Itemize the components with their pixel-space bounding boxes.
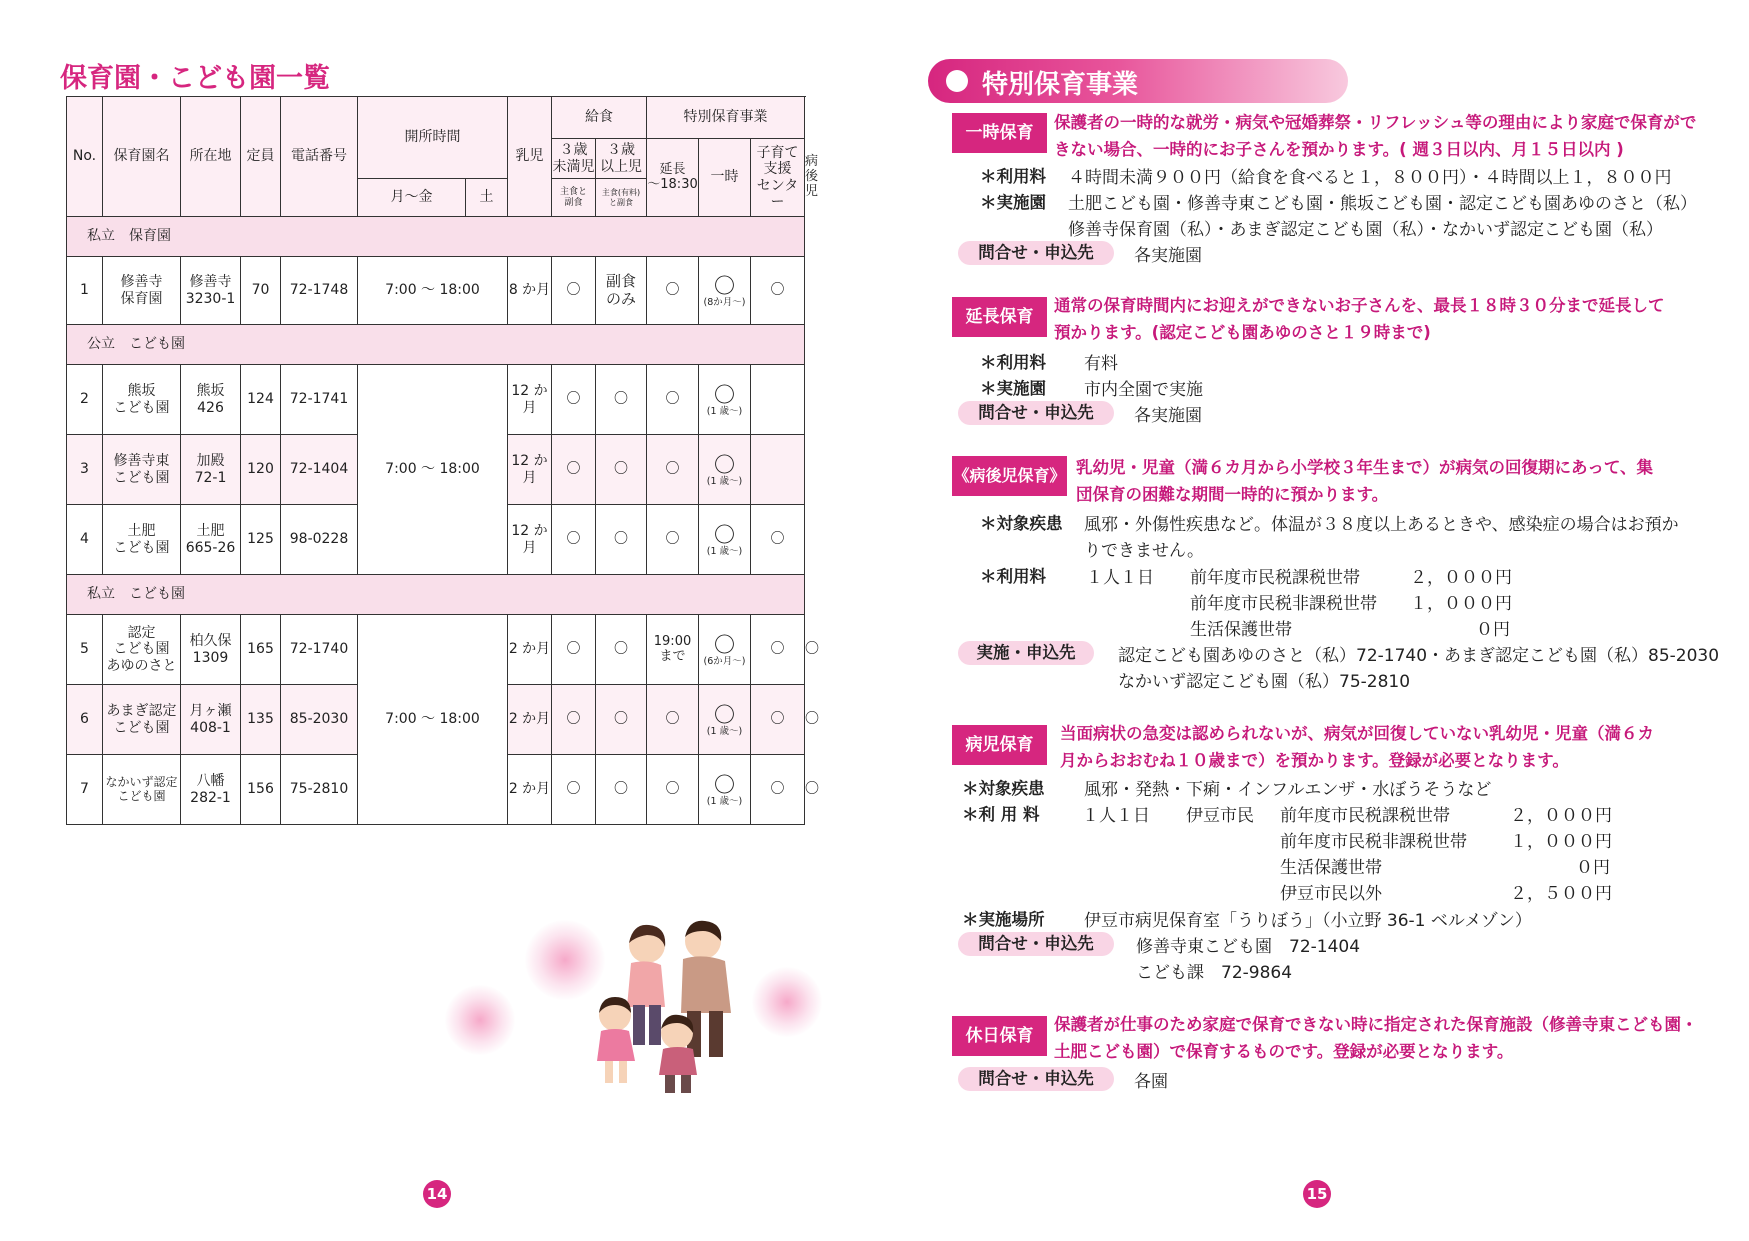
sick-contact-1: 修善寺東こども園 72-1404 — [1136, 937, 1361, 957]
temporary-contact: 各実施園 — [1134, 246, 1202, 266]
recovery-target-2: りできません。 — [1084, 541, 1205, 561]
row-phone: 72-1740 — [281, 615, 358, 685]
row-location: 月ヶ瀬 408-1 — [181, 685, 241, 755]
temp-age-note: (1 歳～) — [706, 475, 743, 487]
extended-site: 市内全園で実施 — [1084, 380, 1203, 400]
row-meal-over3: 〇 — [596, 755, 647, 825]
row-temporary — [699, 365, 751, 435]
col-capacity: 定員 — [241, 97, 281, 217]
row-name: 認定 こども園 あゆのさと — [103, 615, 181, 685]
row-hours: 7:00 ～ 18:00 — [358, 615, 508, 825]
sick-fee-city: 伊豆市民 — [1186, 806, 1254, 826]
temporary-fee: ４時間未満９００円（給食を食べると１，８００円）・４時間以上１，８００円 — [1068, 168, 1672, 188]
row-infant: 8 か月 — [508, 257, 552, 325]
row-support: 〇 — [751, 755, 805, 825]
recovery-fee-category: 前年度市民税非課税世帯 — [1190, 594, 1377, 614]
row-support: 〇 — [751, 257, 805, 325]
row-capacity: 135 — [241, 685, 281, 755]
decorative-glow — [445, 985, 515, 1055]
row-meal-over3: 〇 — [596, 435, 647, 505]
row-meal-over3: 〇 — [596, 685, 647, 755]
sick-fee-category: 前年度市民税非課税世帯 — [1280, 832, 1467, 852]
row-support: 〇 — [751, 505, 805, 575]
row-capacity: 165 — [241, 615, 281, 685]
circle-mark: 〇 — [714, 382, 735, 407]
col-hours: 開所時間 — [358, 97, 508, 179]
col-special: 特別保育事業 — [647, 97, 805, 139]
row-phone: 85-2030 — [281, 685, 358, 755]
recovery-target-1: 風邪・外傷性疾患など。体温が３８度以上あるときや、感染症の場合はお預か — [1084, 515, 1679, 535]
row-support: 〇 — [751, 615, 805, 685]
row-support: 〇 — [751, 685, 805, 755]
page-number-left: 14 — [423, 1180, 451, 1208]
temporary-fee-label: ＊利用料 — [980, 167, 1046, 186]
recovery-contact-label: 実施・申込先 — [958, 641, 1094, 665]
col-support-center: 子育て 支援 センター — [751, 139, 805, 217]
recovery-fee-label: ＊利用料 — [980, 567, 1046, 586]
col-infant: 乳児 — [508, 97, 552, 217]
row-temporary — [699, 257, 751, 325]
holiday-contact-label: 問合せ・申込先 — [958, 1067, 1114, 1091]
col-extended: 延長 ～18:30 — [647, 139, 699, 217]
row-meal-under3: 〇 — [552, 365, 596, 435]
row-extended: 〇 — [647, 505, 699, 575]
recovery-fee-amount: ２，０００円 — [1410, 568, 1512, 588]
col-no: No. — [67, 97, 103, 217]
temporary-desc-2: きない場合、一時的にお子さんを預かります。( 週３日以内、月１５日以内 ) — [1054, 140, 1624, 159]
sick-fee-category: 伊豆市民以外 — [1280, 884, 1382, 904]
col-hours-weekday: 月～金 — [358, 179, 466, 217]
sick-fee-amount: ０円 — [1576, 858, 1610, 878]
col-location: 所在地 — [181, 97, 241, 217]
col-temporary: 一時 — [699, 139, 751, 217]
temporary-site-2: 修善寺保育園（私）・あまぎ認定こども園（私）・なかいず認定こども園（私） — [1068, 220, 1663, 240]
row-support — [751, 365, 805, 435]
recovery-fee-amount: １，０００円 — [1410, 594, 1512, 614]
col-meal-under3-sub: 主食と 副食 — [552, 179, 596, 217]
circle-mark: 〇 — [714, 522, 735, 547]
row-capacity: 125 — [241, 505, 281, 575]
row-name: 修善寺 保育園 — [103, 257, 181, 325]
recovery-fee-amount: ０円 — [1476, 620, 1510, 640]
row-hours: 7:00 ～ 18:00 — [358, 365, 508, 575]
row-capacity: 124 — [241, 365, 281, 435]
circle-mark: 〇 — [714, 772, 735, 797]
recovery-desc-2: 団保育の困難な期間一時的に預かります。 — [1076, 485, 1389, 504]
temp-age-note: (1 歳～) — [706, 545, 743, 557]
sick-desc-1: 当面病状の急変は認められないが、病気が回復していない乳幼児・児童（満６カ — [1060, 724, 1654, 743]
circle-mark: 〇 — [714, 273, 735, 298]
table-row — [67, 257, 805, 325]
circle-mark: 〇 — [714, 702, 735, 727]
col-phone: 電話番号 — [281, 97, 358, 217]
row-location: 土肥 665-26 — [181, 505, 241, 575]
sick-place-label: ＊実施場所 — [962, 910, 1045, 929]
row-meal-over3: 〇 — [596, 365, 647, 435]
row-temporary — [699, 685, 751, 755]
row-meal-under3: 〇 — [552, 615, 596, 685]
table-row: 7 なかいず認定 こども園 八幡 282-1 156 75-2810 2 か月 〇 〇 〇 〇 (1 歳～) 〇 〇 — [67, 755, 805, 825]
sick-fee-category: 前年度市民税課税世帯 — [1280, 806, 1450, 826]
row-phone: 72-1741 — [281, 365, 358, 435]
section-private-nursery: 私立 保育園 — [67, 217, 805, 257]
row-location: 熊坂 426 — [181, 365, 241, 435]
decorative-glow — [752, 967, 822, 1037]
row-no: 2 — [67, 365, 103, 435]
extended-contact-label: 問合せ・申込先 — [958, 401, 1114, 425]
row-location: 修善寺 3230-1 — [181, 257, 241, 325]
row-hours: 7:00 ～ 18:00 — [358, 257, 508, 325]
sick-fee-unit: １人１日 — [1082, 806, 1150, 826]
row-infant: 2 か月 — [508, 755, 552, 825]
row-meal-under3: 〇 — [552, 435, 596, 505]
tag-sick-child-care: 病児保育 — [952, 725, 1047, 765]
tag-temporary-care: 一時保育 — [952, 113, 1047, 153]
row-temporary — [699, 755, 751, 825]
recovery-desc-1: 乳幼児・児童（満６カ月から小学校３年生まで）が病気の回復期にあって、集 — [1076, 458, 1654, 477]
extended-desc-1: 通常の保育時間内にお迎えができないお子さんを、最長１８時３０分まで延長して — [1054, 296, 1665, 315]
sick-fee-category: 生活保護世帯 — [1280, 858, 1382, 878]
holiday-contact: 各園 — [1134, 1072, 1168, 1092]
row-extended: 〇 — [647, 257, 699, 325]
row-phone: 75-2810 — [281, 755, 358, 825]
row-name: あまぎ認定 こども園 — [103, 685, 181, 755]
temp-age-note: (1 歳～) — [706, 795, 743, 807]
row-phone: 98-0228 — [281, 505, 358, 575]
holiday-desc-1: 保護者が仕事のため家庭で保育できない時に指定された保育施設（修善寺東こども園・ — [1054, 1015, 1698, 1034]
row-temporary — [699, 505, 751, 575]
page-number-right: 15 — [1303, 1180, 1331, 1208]
row-location: 加殿 72-1 — [181, 435, 241, 505]
tag-extended-care: 延長保育 — [952, 297, 1047, 337]
row-no: 6 — [67, 685, 103, 755]
row-infant: 2 か月 — [508, 615, 552, 685]
tag-holiday-care: 休日保育 — [952, 1016, 1047, 1056]
sick-place: 伊豆市病児保育室「うりぼう」（小立野 36-1 ベルメゾン） — [1084, 911, 1532, 931]
row-no: 7 — [67, 755, 103, 825]
recovery-fee-category: 生活保護世帯 — [1190, 620, 1292, 640]
col-meal-over3: ３歳 以上児 — [596, 139, 647, 179]
recovery-fee-category: 前年度市民税課税世帯 — [1190, 568, 1360, 588]
section-public-kodomoen: 公立 こども園 — [67, 325, 805, 365]
recovery-contact-1: 認定こども園あゆのさと（私）72-1740・あまぎ認定こども園（私）85-2030 — [1118, 646, 1720, 666]
sick-fee-amount: １，０００円 — [1510, 832, 1612, 852]
row-infant: 12 か月 — [508, 365, 552, 435]
row-meal-under3: 〇 — [552, 755, 596, 825]
temp-age-note: (1 歳～) — [706, 725, 743, 737]
table-row: 6 あまぎ認定 こども園 月ヶ瀬 408-1 135 85-2030 2 か月 〇 〇 〇 〇 (1 歳～) 〇 〇 — [67, 685, 805, 755]
row-meal-over3: 〇 — [596, 615, 647, 685]
row-meal-over3: 〇 — [596, 505, 647, 575]
row-name: 熊坂 こども園 — [103, 365, 181, 435]
extended-desc-2: 預かります。(認定こども園あゆのさと１９時まで) — [1054, 323, 1431, 342]
page-title: 保育園・こども園一覧 — [60, 63, 330, 94]
sick-target: 風邪・発熱・下痢・インフルエンザ・水ぼうそうなど — [1084, 780, 1492, 800]
row-location: 柏久保 1309 — [181, 615, 241, 685]
temporary-site-label: ＊実施園 — [980, 193, 1046, 212]
row-capacity: 156 — [241, 755, 281, 825]
row-temporary — [699, 435, 751, 505]
temporary-site-1: 土肥こども園・修善寺東こども園・熊坂こども園・認定こども園あゆのさと（私） — [1068, 194, 1697, 214]
row-name: 土肥 こども園 — [103, 505, 181, 575]
col-meal-over3-sub: 主食(有料) と副食 — [596, 179, 647, 217]
recovery-fee-unit: １人１日 — [1086, 568, 1154, 588]
family-illustration — [585, 915, 755, 1095]
circle-mark: 〇 — [714, 452, 735, 477]
col-meal-under3: ３歳 未満児 — [552, 139, 596, 179]
row-phone: 72-1748 — [281, 257, 358, 325]
sick-contact-2: こども課 72-9864 — [1136, 963, 1293, 983]
col-hours-saturday: 土 — [466, 179, 508, 217]
row-extended: 19:00 まで — [647, 615, 699, 685]
row-meal-under3: 〇 — [552, 505, 596, 575]
row-location: 八幡 282-1 — [181, 755, 241, 825]
row-extended: 〇 — [647, 685, 699, 755]
row-extended: 〇 — [647, 755, 699, 825]
sick-fee-label: ＊利 用 料 — [962, 805, 1040, 824]
sick-fee-amount: ２，５００円 — [1510, 884, 1612, 904]
section-banner — [928, 59, 1348, 103]
sick-desc-2: 月からおおむね１０歳まで）を預かります。登録が必要となります。 — [1060, 751, 1569, 770]
row-no: 3 — [67, 435, 103, 505]
row-infant: 2 か月 — [508, 685, 552, 755]
row-name: 修善寺東 こども園 — [103, 435, 181, 505]
row-support — [751, 435, 805, 505]
nursery-table: No. 保育園名 所在地 定員 電話番号 開所時間 乳児 給食 特別保育事業 ３歳 未満児 ３歳 以上児 延長 ～18:30 一時 子育て 支援 センター 病後児 月～金 土 主食と 副食 主食(有料) と副食 私立 保育園 1 修善寺 保育園 修善寺 3230-1 70 72-1748 7:00 ～ 18:00 8 か月 〇 副食 のみ 〇 〇 (8か月～) 〇 公立 こども園 2 熊坂 こども園 熊坂 426 124 72-1741 7:00 ～ 18:00 12 か月 〇 〇 〇 〇 (1 歳～) 3 修善寺東 こども園 加殿 72-1 120 72-1404 12 か月 〇 〇 〇 〇 (1 歳～) 4 土肥 こども園 土肥 665-26 125 98-0228 12 か月 〇 〇 〇 〇 (1 歳～) 〇 私立 こども園 5 認定 こども園 あゆのさと 柏久保 1309 165 72-1740 7:00 ～ 18:00 2 か月 〇 〇 19:00 まで 〇 (6か月～) 〇 〇 6 あまぎ認定 こども園 月ヶ瀬 408-1 135 85-2030 2 か月 〇 〇 〇 〇 (1 歳～) 〇 〇 7 なかいず認定 こども園 八幡 282-1 156 75-2810 2 か月 〇 〇 〇 〇 (1 歳～) 〇 〇 — [66, 96, 805, 825]
row-capacity: 70 — [241, 257, 281, 325]
row-name: なかいず認定 こども園 — [103, 755, 181, 825]
sick-contact-label: 問合せ・申込先 — [958, 932, 1114, 956]
row-meal-under3: 〇 — [552, 685, 596, 755]
row-extended: 〇 — [647, 435, 699, 505]
extended-fee: 有料 — [1084, 354, 1118, 374]
section-private-kodomoen: 私立 こども園 — [67, 575, 805, 615]
sick-target-label: ＊対象疾患 — [962, 779, 1045, 798]
row-temporary — [699, 615, 751, 685]
recovery-target-label: ＊対象疾患 — [980, 514, 1063, 533]
holiday-desc-2: 土肥こども園）で保育するものです。登録が必要となります。 — [1054, 1042, 1514, 1061]
row-infant: 12 か月 — [508, 505, 552, 575]
row-capacity: 120 — [241, 435, 281, 505]
row-meal-under3: 〇 — [552, 257, 596, 325]
row-phone: 72-1404 — [281, 435, 358, 505]
temp-age-note: (6か月～) — [703, 655, 746, 667]
recovery-contact-2: なかいず認定こども園（私）75-2810 — [1118, 672, 1411, 692]
col-name: 保育園名 — [103, 97, 181, 217]
row-infant: 12 か月 — [508, 435, 552, 505]
row-meal-over3: 副食 のみ — [596, 257, 647, 325]
row-no: 5 — [67, 615, 103, 685]
circle-mark: 〇 — [714, 632, 735, 657]
row-no: 1 — [67, 257, 103, 325]
temp-age-note: (1 歳～) — [706, 405, 743, 417]
temporary-contact-label: 問合せ・申込先 — [958, 241, 1114, 265]
temp-age-note: (8か月～) — [703, 296, 746, 308]
row-extended: 〇 — [647, 365, 699, 435]
section-heading: 特別保育事業 — [982, 70, 1139, 100]
sick-fee-amount: ２，０００円 — [1510, 806, 1612, 826]
table-row — [67, 365, 805, 435]
tag-recovery-care: 《病後児保育》 — [952, 456, 1067, 496]
temporary-desc-1: 保護者の一時的な就労・病気や冠婚葬祭・リフレッシュ等の理由により家庭で保育がで — [1054, 113, 1697, 132]
table-row: 5 認定 こども園 あゆのさと 柏久保 1309 165 72-1740 7:00 ～ 18:00 2 か月 〇 〇 19:00 まで 〇 (6か月～) 〇 〇 — [67, 615, 805, 685]
bullet-icon — [946, 70, 968, 92]
extended-contact: 各実施園 — [1134, 406, 1202, 426]
row-no: 4 — [67, 505, 103, 575]
extended-site-label: ＊実施園 — [980, 379, 1046, 398]
col-meal: 給食 — [552, 97, 647, 139]
extended-fee-label: ＊利用料 — [980, 353, 1046, 372]
